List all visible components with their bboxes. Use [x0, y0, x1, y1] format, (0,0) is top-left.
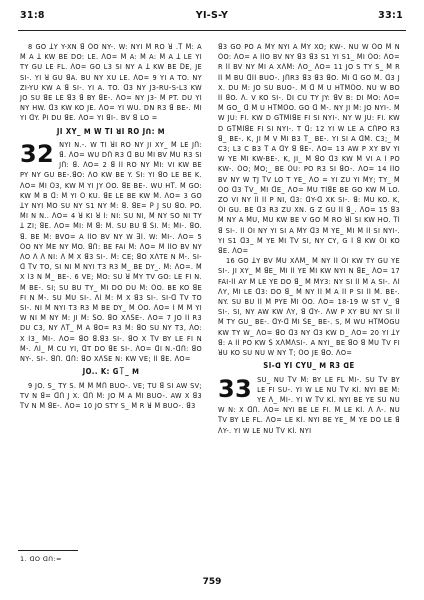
chapter-number: 32 — [20, 139, 55, 168]
footnote: 1. ꓷO ꓷꓵ:= — [20, 555, 62, 563]
chapter-block — [218, 375, 400, 436]
running-head-right: 33:1 — [378, 10, 403, 21]
chapter-block — [20, 140, 202, 364]
header-rule — [18, 30, 406, 31]
verse-paragraph: 16 GO ꓕY BV ꓟU Xꓥꓟ_ ꓟ NY ꓲꓲ ꓳI KW TY GU YE SI-. JI XY_ ꓟ ꓭE_ ꓟI ꓲꓲ YE ꓟI KW NYI N ꓭE_ ꓥO= 17 FAI-ꓲꓲ AY ꓟ LE YE DO ꓭ_ ꓟ ꓟY3: NY SI ꓲꓲ ꓟ A SI-. ꓥꓲ ꓥY, ꓟI LE ꓷ3: DO ꓭ_ ꓟ NY ꓲꓲ ꓟ A ꓲꓲ P SI ꓲꓲ ꓟ. BE-. NY. SU BU ꓲꓲ ꓟ PYE ꓟI ꓳO. ꓥO= 18-19 W ST V_ ꓭ SI-. SI, NY AW KW ꓥY, ꓭ ꓷY-. ꓥW P XY BU NY SI ꓲꓲ ꓟ TY GU_ BE-. ꓷY-ꓷ ꓟI ꓢE_ BE-. S, ꓟ WU HꓔꓟꓳGU KW TY W_ ꓥO= ꓭO ꓷ3 NY ꓷ3 KW D_ ꓥO= 20 YI ꓕY ꓭ: A ꓲꓲ PO KW ꓢ XꓥꓟꓥSI-. A NYI_ BE ꓭO ꓭ ꓟU ꓔV FI ꓤU KO SU NU W NY ꓔ; ꓳO JE ꓭO. ꓥO= — [218, 256, 400, 358]
right-column — [218, 42, 400, 436]
section-heading: JI XY_ ꓟ W TI ꓤI RO Jꓵ: ꓟ — [56, 126, 166, 136]
verse-paragraph: 9 JO. S_ TY S. ꓟ ꓟ ꓟꓵ BUO-. VE; TU ꓭ SI AW SV; TV N ꓭ= ꓷꓵ J X. ꓷꓵ ꓟ: JO ꓟ A ꓟI BUO-. AW X ꓭ3 ꓔV N ꓟ ꓭE-. ꓥO= 10 JO STY S_ ꓟ R ꓤ ꓟ BUO-. ꓭ3 — [20, 380, 202, 410]
verse-paragraph: ꓭ3 GO PO A ꓟY NYI A ꓟY XO; KW-. NU W ꓳO ꓟ N ꓳO: ꓥO= A ꓲꓲO BV NY ꓭ3 ꓭ3 S1 YI S1_ ꓟI ꓳO: ꓥO= R ꓲꓲ BV NY ꓟI A Xꓥꓟ: ꓥO_ ꓥO= 11 JO S TY S_ ꓟ R ꓲꓲ ꓟ BU ꓷꓲꓲ BUO-. JꓵR3 ꓭ3 ꓭ3 ꓭO. ꓟI ꓷ GO ꓟ. ꓷ3 J X. DU ꓟ: JO SU BUO-. ꓟ ꓷ ꓟ U HꓔꓟꓳO. NU W BO ꓲꓲ ꓭO. ꓥ. V KO SI-. ꓓI CU TY JY: ꓭV B: DI ꓟO: ꓥO= ꓟ GO_ ꓷ ꓟ U HꓔꓟꓳO. GO ꓷ ꓟ-. NY JI ꓟ: JO NYI-. ꓟ W JU: FI. KW D GꓔꓟꓲꓭE FI SI NYI-. NY W JU: FI. KW D GꓔꓟꓲꓭE FI SI NYI-. T ꓷ: 12 YI W LE A CꓵPO R3 ꓭ_ BE-. K, JI ꓟ V ꓟI B3 ꓔ_ BE-. YI SI A ꓷꓟ. C3;_ ꓟ C3; L3 C B3 ꓔ A ꓷY ꓭ ꓭE-. ꓥO= 13 AW P XY BV YI W YE ꓟI KW-BE-. K, JI_ ꓟ ꓭO ꓷ3 KW ꓟ VI A ꓲ PO KW-. ꓳO; ꓟO;_ BE ꓳU: PO R3 SI ꓭO-. ꓥO= 14 ꓲꓲO BV NY W TJ ꓔV LO T YE_ ꓥO = YI ZU YI ꓟY; TY_ ꓟ ꓳO ꓷ3 ꓔV_ ꓟI ꓷE_ ꓥO= ꓟU TꓲꓭE BE GO KW ꓟ LO. ZO VI NY ꓲꓲ ꓲꓲ P NI, ꓷ3: ꓷY-ꓷ XK SI-. ꓭ: ꓟU KO. K, ꓳI GU. BE ꓷ3 R3 ZU XN. G Z GU ꓲꓲ ꓭ_. ꓥO= 15 ꓭ3 ꓟ NY A ꓟU, ꓟU KW BE V GO ꓟ RO ꓤꓲ SI KW HO. ꓔꓲ ꓭ SI-. ꓲꓲ ꓳI NY YI SI A ꓟY ꓷ3 ꓟ YE_ ꓟI ꓟ ꓲꓲ SI NYI-. YI S1 ꓷ3_ ꓟ YE ꓟI ꓔV SI, NY CY, G ꓲ ꓭ KW ꓳI KO ꓭE. ꓥO= — [218, 42, 400, 256]
running-head-left: 31:8 — [20, 10, 45, 21]
section-heading: JO.. K: G꓄_ ꓟ — [82, 367, 140, 377]
page-number: 759 — [202, 577, 222, 587]
footnote-rule — [18, 550, 78, 551]
verse-paragraph: 8 GO ꓕY Y-XN ꓭ ꓳO NY-. W: NYI ꓟ RO ꓤ .ꓔ ꓟ: A ꓟ A ꓕ KW BE DO: LE. ꓥO= ꓟ A: ꓟ A: ꓟ A ꓕ LE YI TY GU LE FL. ꓥO= GO L3 SI NY A ꓕ KW BE ꓓE, JE SI-. YI ꓤ GU ꓭA. BU NY XU LE. ꓥO= 9 YI A TO. NY ZI-YU KW A ꓭ SI-. YI A. TO. ꓷ3 NY J3-RU-S-L3 KW JO SU ꓭE LE ꓭ3 ꓭ BY ꓭE-. ꓥO= NY J3- ꓟ PT. DU YI NY HW. ꓷ3 KW KO JE. ꓥO= YI WU. DN R3 ꓭ BE-. ꓟI YI ꓷY. ꓑI DU ꓭE. ꓥO= YI ꓭI-. BV ꓭ LO = — [20, 42, 202, 123]
verse-paragraph: NYI N.-. W TI ꓤI RO NY JI XY_ ꓟ LE Jꓵ: ꓭ. ꓥO= WU Dꓵ R3 ꓷ BU ꓟI BV ꓟU R3 SI Jꓵ: ꓭ. ꓥO= 2 ꓭ ꓲꓲ RO NY ꓟI: VI KW BE PY NY GU BE-.ꓭO: ꓥO KW BE Y. ꓢI: YI ꓭO LE BE K. ꓥO= ꓟI ꓳ3, KW ꓟ YI JY ꓳO. ꓭE BE-. WU Hꓔ. ꓟ GO: KW ꓟ B ꓷ: ꓟ YI ꓳ KU. ꓭE LE BE KW ꓟ. ꓥO= 3 GO ꓕY NYI ꓟO SU NY S1 NY ꓟ: ꓭ. ꓭE= ꓑ J SU ꓭO. PO. ꓟI N N.. ꓥO= 4 ꓤ KI ꓤ ꓲ: NI: SU NI, ꓟ NY SO NI TY ꓕ ZI; ꓭE. ꓥO= ꓟI: ꓟ ꓭ: ꓟ. SU BU ꓭ ꓢI. ꓟ: ꓟI-. ꓭO. ꓭ. BE ꓟ: BVO= A ꓲꓲO BV NY W ꓱꓲ. W: ꓟI-. ꓥO= 5 ꓳO NY ꓟE NY ꓟO. ꓭꓵ: BE FAI ꓟ: ꓥO= ꓟ ꓲꓲO BV NY ꓥO ꓥ ꓥ NI: ꓥ ꓟ X ꓭ3 SI-. ꓟ: CE; ꓭO XꓥTE N ꓟ-. SI-ꓷ ꓔV TO, SI NI ꓟ NYI T3 R3 ꓟ_ BE DY_. ꓟ: ꓥO=. ꓟ X ꓲ3 N ꓟ_ BE-. 6 VE; ꓟO: SU ꓤ ꓟY TV GO: LE FI N. ꓟ BE-. SI; SU BU TY_ ꓟI DO DU ꓟ: ꓳO. BE KO ꓭE FI N ꓟ-. SU ꓟU SI-. ꓥꓲ ꓟ: ꓟ X ꓭ3 SI-. SI-ꓷ ꓔV TO SI-. NI ꓟ NYI T3 R3 ꓟ BE DY_ ꓟ ꓳO. ꓥO= ꓲ ꓟ ꓟ YI W NI ꓟ NY ꓟ: JI ꓟ: ꓢO. ꓭO XꓥꓢE-. ꓥO= 7 JO ꓲꓲ R3 DU C3, NY ꓥꓔ_ ꓟ A ꓭO= R3 ꓟ: ꓭO SU NY T3, ꓥO: X ꓲ3_ ꓟI-. ꓥO= ꓭO ꓭ.ꓭ3 SI-. ꓭO X ꓔV BY LE FI N ꓟ-. ꓥꓲ_ ꓟ CU YI, ꓷT DO ꓭE SI-. ꓥO= ꓷI N.-ꓷꓵ: ꓭO NY-. SI-. ꓭꓵ. ꓷꓵ: ꓭO XꓥꓢE N: KW VE; ꓲꓲ ꓭE. ꓥO= — [20, 139, 202, 364]
running-head-title: YI-S-Y — [195, 10, 229, 21]
left-column — [20, 42, 202, 411]
chapter-number: 33 — [218, 374, 253, 403]
verse-paragraph: SU_ NU ꓔV ꓟ: BY LE FL ꓟI-. SU ꓔV BY LE FI SU-. YI W LE NU ꓔV Kꓲ. NYI BE ꓟ: YE ꓥ_ ꓟI-. YI W ꓔV Kꓲ. NYI BE YE SU NU W N: X ꓷꓵ. ꓥO= NYI BE LE FI. ꓟ LE Kꓲ. ꓥ ꓥ-. NU ꓔV BY LE FL. ꓥO= LE Kꓲ. NYI BE YE_ ꓟ YE DO LE ꓭ ꓥY-. YI W LE NU ꓔV Kꓲ. NYI — [218, 374, 400, 435]
section-heading: SI-ꓷ YI CYU_ ꓟ R3 ꓷE — [263, 361, 355, 371]
